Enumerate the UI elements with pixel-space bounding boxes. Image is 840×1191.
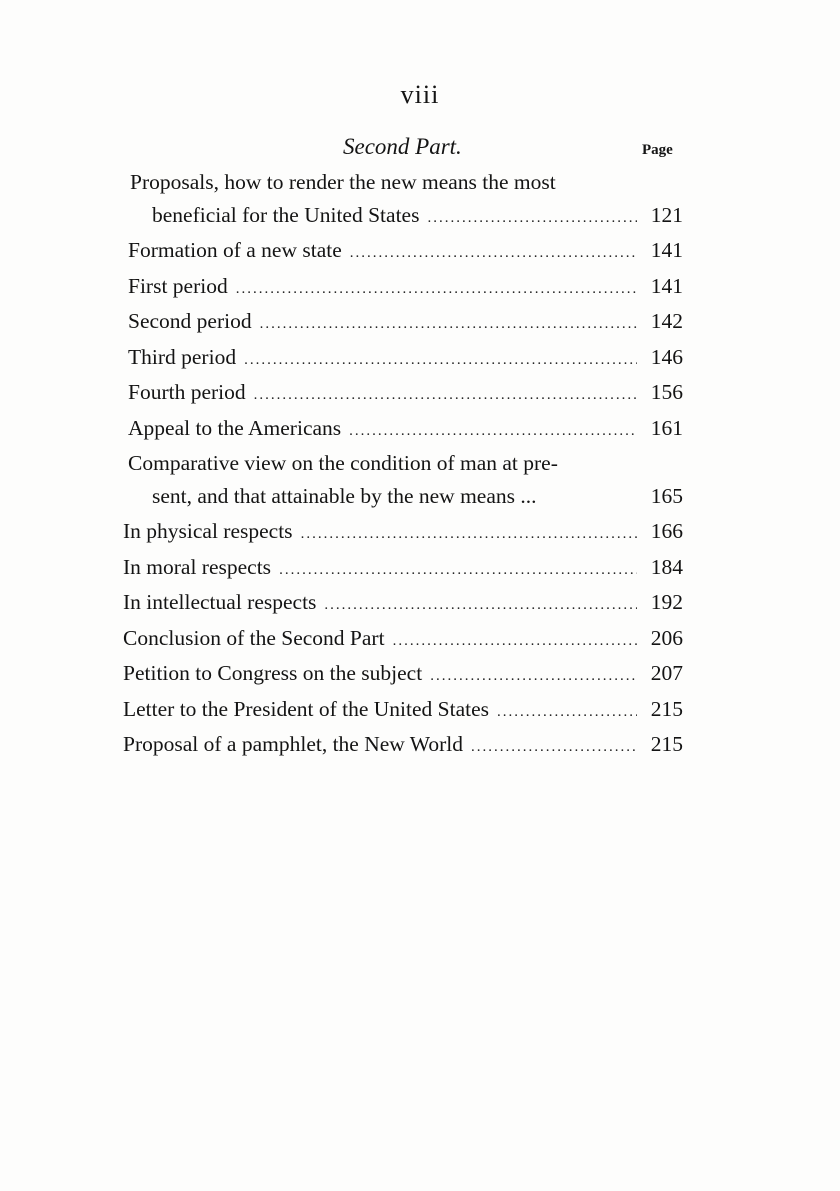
toc-entry-page: 215 xyxy=(650,732,683,756)
toc-entry xyxy=(123,586,683,622)
toc-entry xyxy=(123,270,683,306)
page-number: viii xyxy=(400,80,440,109)
toc-entry-title: Proposal of a pamphlet, the New World xyxy=(123,732,464,756)
dot-leader xyxy=(393,625,637,658)
section-heading: Second Part. xyxy=(343,134,462,159)
toc-entry xyxy=(123,693,683,729)
dot-leader xyxy=(279,554,637,587)
toc-entry xyxy=(123,657,683,693)
toc-entry-title: In physical respects xyxy=(123,519,293,543)
toc-entry-title: Third period xyxy=(128,344,237,369)
toc-entry xyxy=(123,166,683,234)
toc-entry-page: 184 xyxy=(650,554,683,579)
toc-entry-page: 141 xyxy=(650,238,683,262)
toc-entry xyxy=(123,341,683,377)
toc-entry xyxy=(123,551,683,587)
toc-entry-page: 141 xyxy=(650,273,683,298)
toc-entry-title: Conclusion of the Second Part xyxy=(123,625,385,650)
dot-leader xyxy=(236,273,637,306)
dot-leader xyxy=(260,308,637,341)
toc-entry-title: Second period xyxy=(128,309,252,333)
page-column-label: Page xyxy=(642,142,673,158)
toc-entry-title: sent, and that attainable by the new means ... xyxy=(152,483,537,508)
toc-entry-line xyxy=(123,166,683,199)
toc-entry xyxy=(123,234,683,270)
toc-entry-line xyxy=(123,480,683,516)
dot-leader xyxy=(350,237,637,270)
toc-entry-page: 156 xyxy=(650,380,683,404)
dot-leader xyxy=(471,731,637,764)
dot-leader xyxy=(427,202,637,235)
toc-entry-page: 166 xyxy=(650,519,683,543)
toc-entry-page: 165 xyxy=(650,483,683,508)
toc-entry-line xyxy=(123,447,683,480)
toc-entry-title: Appeal to the Americans xyxy=(128,415,342,440)
dot-leader xyxy=(349,415,637,448)
toc-entry-title: beneficial for the United States xyxy=(152,202,420,227)
toc-entry-title: In moral respects xyxy=(123,554,272,579)
dot-leader xyxy=(244,344,637,377)
table-of-contents xyxy=(123,166,683,764)
toc-entry xyxy=(123,305,683,341)
toc-entry-page: 142 xyxy=(650,309,683,333)
toc-entry-title: Formation of a new state xyxy=(128,238,342,262)
toc-entry-title: Comparative view on the condition of man at pre- xyxy=(128,451,558,475)
toc-entry-page: 161 xyxy=(650,415,683,440)
toc-entry-title: First period xyxy=(128,273,228,298)
toc-entry-title: Petition to Congress on the subject xyxy=(123,661,423,685)
toc-entry-title: Proposals, how to render the new means the most xyxy=(130,170,556,194)
dot-leader xyxy=(254,379,637,412)
toc-entry-title: Letter to the President of the United States xyxy=(123,696,490,721)
toc-entry-line xyxy=(123,199,683,235)
toc-entry xyxy=(123,515,683,551)
toc-entry xyxy=(123,622,683,658)
toc-entry-page: 121 xyxy=(650,202,683,227)
toc-entry-page: 146 xyxy=(650,344,683,369)
dot-leader xyxy=(301,518,637,551)
toc-entry-page: 206 xyxy=(650,625,683,650)
dot-leader xyxy=(497,696,637,729)
toc-entry-title: In intellectual respects xyxy=(123,590,317,614)
dot-leader xyxy=(324,589,637,622)
toc-entry-page: 192 xyxy=(650,590,683,614)
toc-entry-page: 207 xyxy=(650,661,683,685)
toc-entry xyxy=(123,412,683,448)
dot-leader xyxy=(430,660,637,693)
toc-entry-title: Fourth period xyxy=(128,380,246,404)
toc-entry-page: 215 xyxy=(650,696,683,721)
toc-entry xyxy=(123,728,683,764)
toc-entry xyxy=(123,376,683,412)
toc-entry xyxy=(123,447,683,515)
